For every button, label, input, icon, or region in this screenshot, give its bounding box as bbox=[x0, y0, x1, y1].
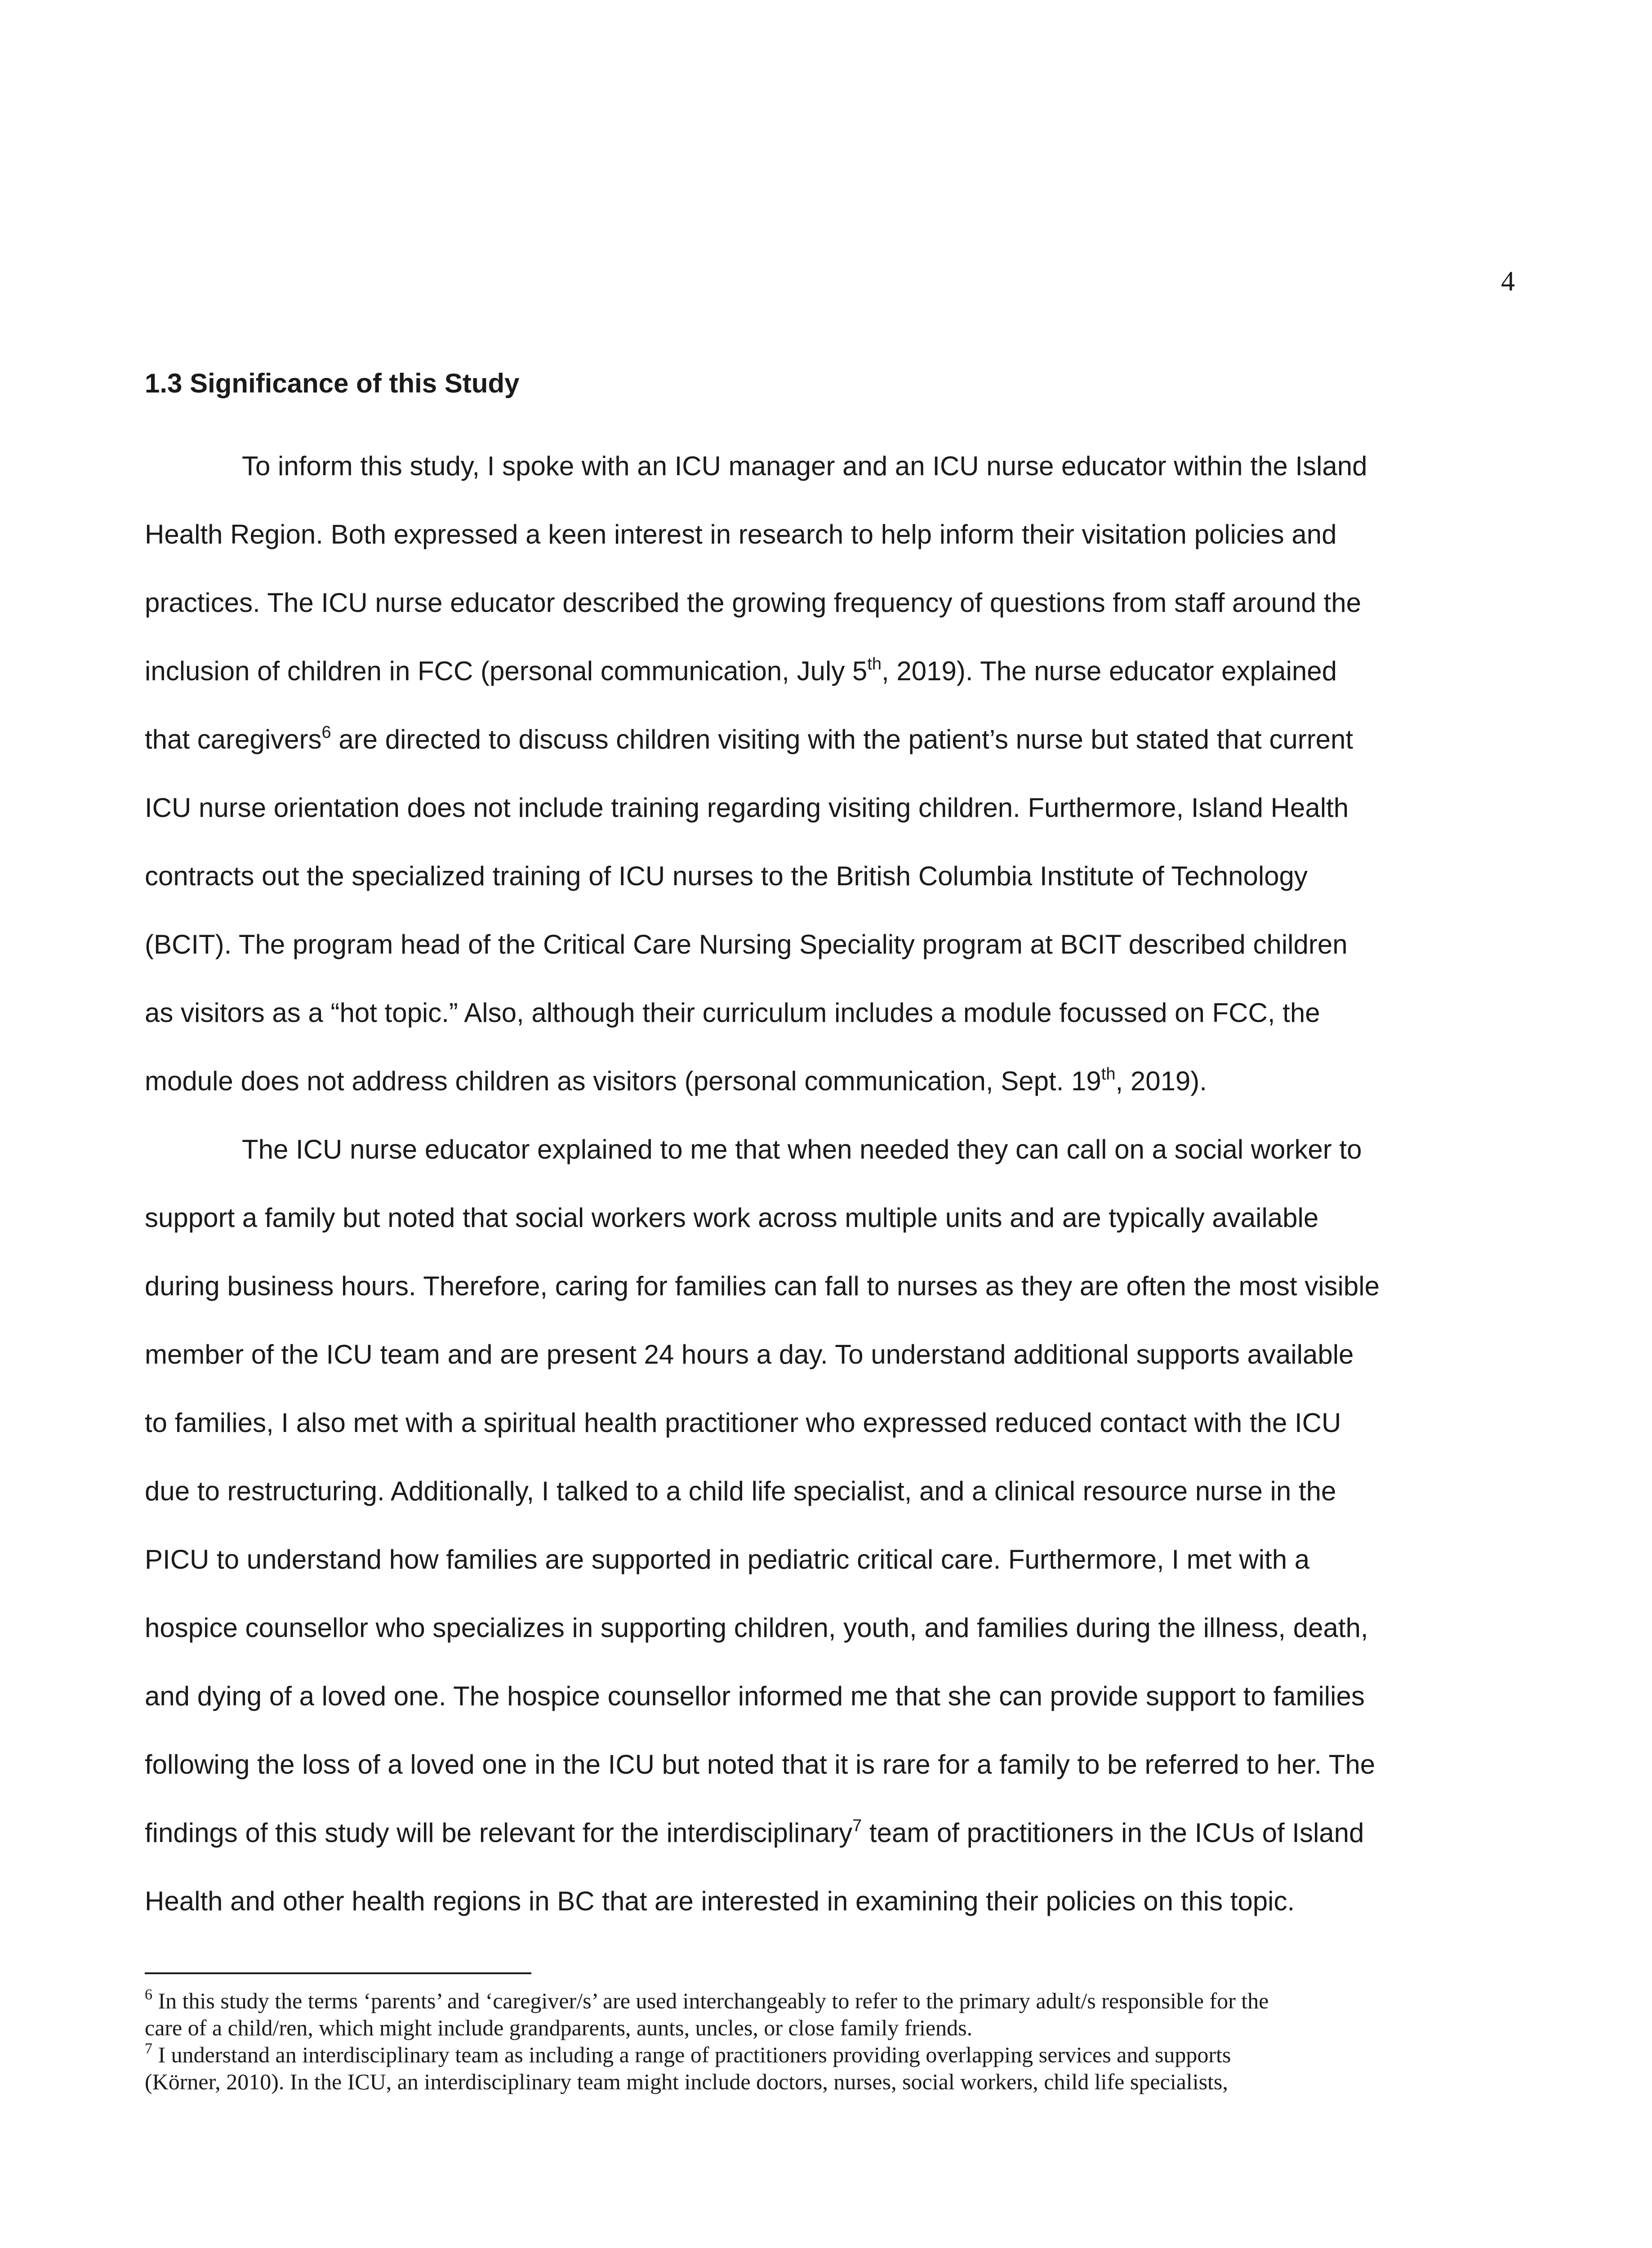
paragraph-2 bbox=[145, 1115, 1511, 1936]
footnote-ref-6: 6 bbox=[321, 723, 331, 742]
body-line: to families, I also met with a spiritual health practitioner who expressed reduced contact with the ICU bbox=[145, 1408, 1341, 1438]
body-line: practices. The ICU nurse educator described the growing frequency of questions from staff around the bbox=[145, 588, 1361, 618]
page-number: 4 bbox=[1501, 266, 1515, 297]
body-line: contracts out the specialized training of ICU nurses to the British Columbia Institute of Technology bbox=[145, 861, 1308, 891]
body-line: findings of this study will be relevant for the interdisciplinary$^7$ team of practitioners in the ICUs of Island bbox=[145, 1816, 1364, 1848]
footnote-ref-7: 7 bbox=[852, 1816, 862, 1835]
footnote-7: $^7$ I understand an interdisciplinary team as including a range of practitioners providing overlapping services and supports bbox=[145, 2040, 1231, 2067]
section-heading: 1.3 Significance of this Study bbox=[145, 368, 520, 398]
body-line: due to restructuring. Additionally, I talked to a child life specialist, and a clinical resource nurse in the bbox=[145, 1476, 1336, 1506]
paragraph-1 bbox=[145, 432, 1511, 1115]
body-line: ICU nurse orientation does not include training regarding visiting children. Furthermore, Island Health bbox=[145, 793, 1349, 823]
body-line: Health Region. Both expressed a keen interest in research to help inform their visitation policies and bbox=[145, 519, 1337, 549]
footnote-separator bbox=[145, 1972, 531, 1974]
footnote-6-continued: care of a child/ren, which might include grandparents, aunts, uncles, or close family friends. bbox=[145, 2015, 973, 2040]
body-line: following the loss of a loved one in the ICU but noted that it is rare for a family to be referred to her. The bbox=[145, 1749, 1376, 1780]
body-line: inclusion of children in FCC (personal communication, July 5th, 2019). The nurse educator explained bbox=[145, 655, 1337, 686]
body-line: member of the ICU team and are present 24 hours a day. To understand additional supports available bbox=[145, 1339, 1354, 1369]
superscript-ordinal: th bbox=[867, 655, 882, 674]
body-line: To inform this study, I spoke with an ICU manager and an ICU nurse educator within the Island bbox=[242, 451, 1367, 481]
body-line: as visitors as a “hot topic.” Also, although their curriculum includes a module focussed on FCC, the bbox=[145, 998, 1320, 1028]
body-line: support a family but noted that social workers work across multiple units and are typically available bbox=[145, 1203, 1319, 1233]
body-line: module does not address children as visitors (personal communication, Sept. 19th, 2019). bbox=[145, 1065, 1207, 1096]
body-line: Health and other health regions in BC that are interested in examining their policies on this topic. bbox=[145, 1886, 1295, 1916]
body-line: during business hours. Therefore, caring for families can fall to nurses as they are often the most visible bbox=[145, 1271, 1380, 1301]
superscript-ordinal: th bbox=[1101, 1065, 1116, 1084]
main-content bbox=[145, 363, 1511, 1936]
footnotes bbox=[145, 1987, 1520, 2095]
body-line: that caregivers$^6$ are directed to discuss children visiting with the patient’s nurse but stated that current bbox=[145, 723, 1354, 754]
body-line: hospice counsellor who specializes in supporting children, youth, and families during the illness, death, bbox=[145, 1613, 1368, 1643]
body-line: and dying of a loved one. The hospice counsellor informed me that she can provide support to families bbox=[145, 1681, 1365, 1711]
body-line: (BCIT). The program head of the Critical Care Nursing Speciality program at BCIT described children bbox=[145, 929, 1348, 959]
footnote-7-continued: (Körner, 2010). In the ICU, an interdisciplinary team might include doctors, nurses, social workers, child life specialists, bbox=[145, 2069, 1228, 2094]
footnote-6: $^6$ In this study the terms ‘parents’ and ‘caregiver/s’ are used interchangeably to refer to the primary adult/s responsible for the bbox=[145, 1986, 1269, 2013]
body-line: The ICU nurse educator explained to me that when needed they can call on a social worker to bbox=[242, 1134, 1362, 1164]
body-line: PICU to understand how families are supported in pediatric critical care. Furthermore, I met with a bbox=[145, 1544, 1310, 1574]
